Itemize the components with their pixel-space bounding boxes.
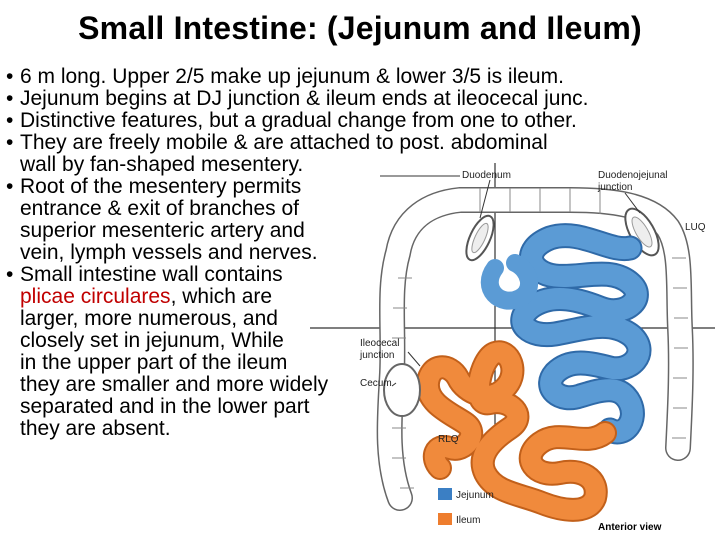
bullet-text: Jejunum begins at DJ junction & ileum ends at ileocecal junc. xyxy=(20,87,589,110)
bullet-text: in the upper part of the ileum xyxy=(20,351,288,374)
bullet-text: larger, more numerous, and xyxy=(20,307,278,330)
legend-label-jejunum: Jejunum xyxy=(456,490,494,501)
bullet-text: they are smaller and more widely xyxy=(20,373,329,396)
bullet-text: Distinctive features, but a gradual change from one to other. xyxy=(20,109,577,132)
bullet-junctions xyxy=(6,88,718,110)
bullet-marker: • xyxy=(6,109,14,132)
bullet-text: separated and in the lower part xyxy=(20,395,310,418)
bullet-text: closely set in jejunum, While xyxy=(20,329,284,352)
label-luq: LUQ xyxy=(685,222,706,233)
slide-title: Small Intestine: (Jejunum and Ileum) xyxy=(78,10,642,46)
label-rlq: RLQ xyxy=(438,434,459,445)
bullet-text: entrance & exit of branches of xyxy=(20,197,299,220)
bullet-mobility xyxy=(6,132,718,176)
label-dj-junction-1: Duodenojejunal xyxy=(598,170,668,181)
label-ileocecal-1: Ileocecal xyxy=(360,338,400,349)
bullet-text: 6 m long. Upper 2/5 make up jejunum & lower 3/5 is ileum. xyxy=(20,65,564,88)
bullet-list xyxy=(6,66,718,440)
bullet-length xyxy=(6,66,718,88)
highlight-term: plicae circulares xyxy=(20,285,171,308)
legend-swatch-jejunum xyxy=(438,488,452,500)
label-ileocecal-2: junction xyxy=(360,350,395,361)
bullet-text: vein, lymph vessels and nerves. xyxy=(20,241,318,264)
bullet-marker: • xyxy=(6,65,14,88)
bullet-text: wall by fan-shaped mesentery. xyxy=(20,153,304,176)
bullet-features xyxy=(6,110,718,132)
bullet-marker: • xyxy=(6,175,14,198)
bullet-text: Small intestine wall contains xyxy=(20,263,283,286)
label-duodenum: Duodenum xyxy=(462,170,511,181)
bullet-marker: • xyxy=(6,87,14,110)
bullet-text: Root of the mesentery permits xyxy=(20,175,302,198)
bullet-plicae xyxy=(6,264,718,440)
bullet-text: They are freely mobile & are attached to post. abdominal xyxy=(20,131,548,154)
bullet-text: they are absent. xyxy=(20,417,171,440)
legend-swatch-ileum xyxy=(438,513,452,525)
label-dj-junction-2: junction xyxy=(598,182,633,193)
legend-label-ileum: Ileum xyxy=(456,515,481,526)
bullet-marker: • xyxy=(6,131,14,154)
bullet-marker: • xyxy=(6,263,14,286)
label-view: Anterior view xyxy=(598,522,662,533)
bullet-mesentery-root xyxy=(6,176,718,264)
bullet-text: superior mesenteric artery and xyxy=(20,219,305,242)
label-cecum: Cecum xyxy=(360,378,392,389)
bullet-text: , which are xyxy=(170,285,273,308)
